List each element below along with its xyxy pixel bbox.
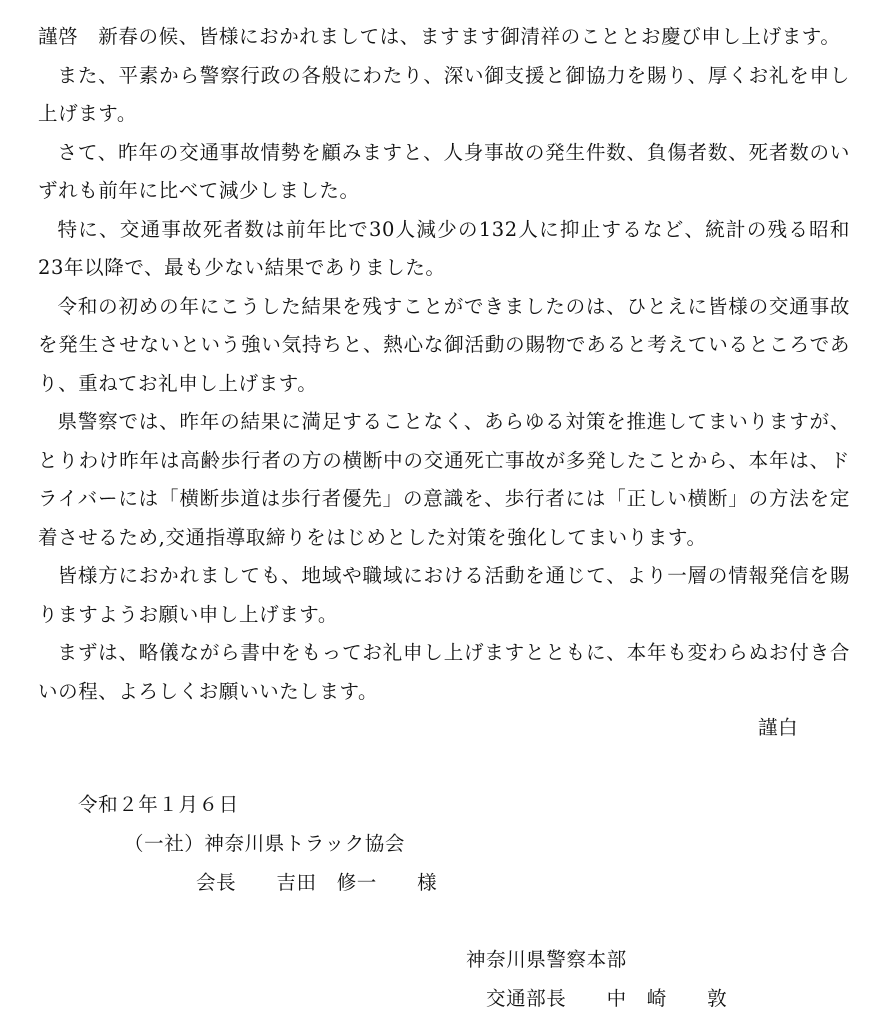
body-paragraph: 令和の初めの年にこうした結果を残すことができましたのは、ひとえに皆様の交通事故を発生させないという強い気持ちと、熱心な御活動の賜物であると考えているところであり、重ねてお礼申し上げます。 (38, 294, 850, 395)
recipient-organization: （一社）神奈川県トラック協会 (124, 832, 406, 855)
body-paragraph: 県警察では、昨年の結果に満足することなく、あらゆる対策を推進してまいりますが、とりわけ昨年は高齢歩行者の方の横断中の交通死亡事故が多発したことから、本年は、ドライバーには「横断歩道は歩行者優先」の意識を、歩行者には「正しい横断」の方法を定着させるため,交通指導取締りをはじめとした対策を強化してまいります。 (38, 410, 850, 549)
body-paragraph: また、平素から警察行政の各般にわたり、深い御支援と御協力を賜り、厚くお礼を申し上げます。 (38, 63, 850, 125)
letter-date: 令和２年１月６日 (78, 793, 239, 816)
body-paragraph: まずは、略儀ながら書中をもってお礼申し上げますとともに、本年も変わらぬお付き合いの程、よろしくお願いいたします。 (38, 641, 850, 703)
letter-body (38, 18, 850, 711)
body-paragraph: さて、昨年の交通事故情勢を顧みますと、人身事故の発生件数、負傷者数、死者数のいずれも前年に比べて減少しました。 (38, 140, 850, 202)
opening-paragraph: 謹啓 新春の候、皆様におかれましては、ますます御清祥のこととお慶び申し上げます。 (38, 25, 841, 48)
recipient-name: 会長 吉田 修一 様 (196, 871, 438, 894)
body-paragraph: 特に、交通事故死者数は前年比で30人減少の132人に抑止するなど、統計の残る昭和23年以降で、最も少ない結果でありました。 (38, 217, 850, 279)
sender-organization: 神奈川県警察本部 (466, 948, 627, 971)
closing-salutation: 謹白 (758, 716, 799, 739)
body-paragraph: 皆様方におかれましても、地域や職域における活動を通じて、より一層の情報発信を賜りますようお願い申し上げます。 (38, 564, 850, 626)
sender-name: 交通部長 中 崎 敦 (486, 987, 728, 1010)
